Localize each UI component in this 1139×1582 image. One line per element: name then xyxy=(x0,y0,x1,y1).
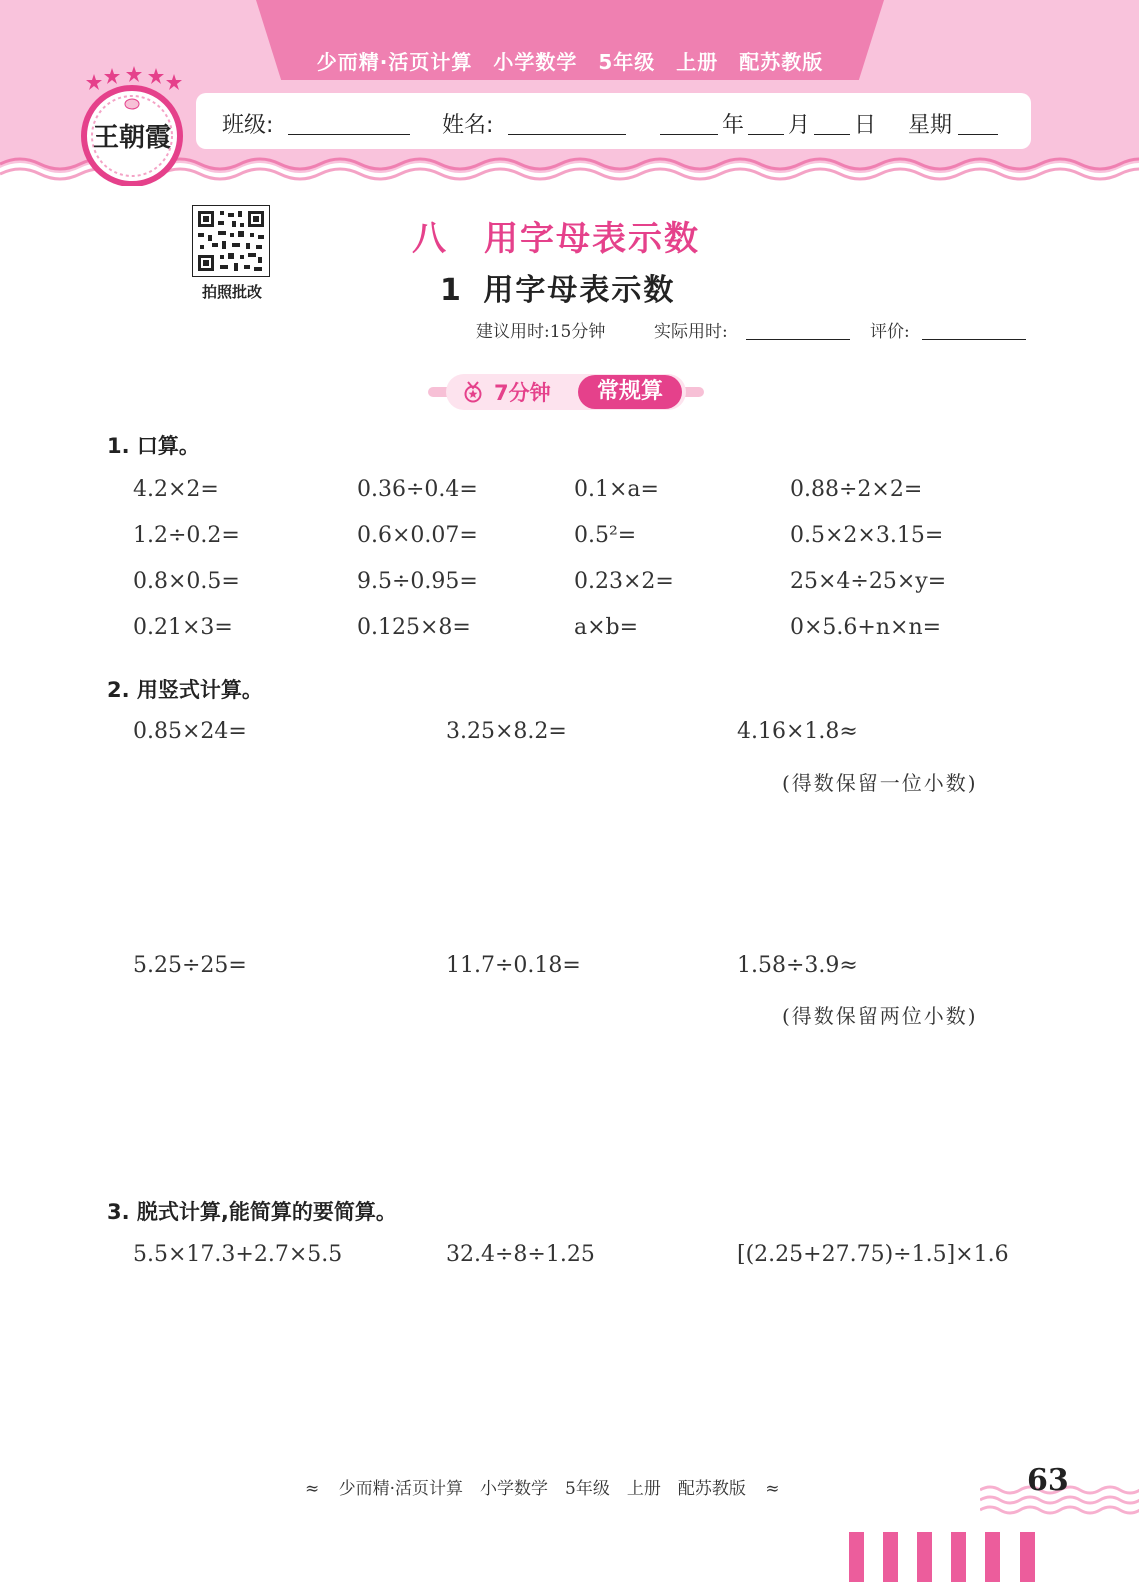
year-field[interactable] xyxy=(660,134,718,135)
oral-item: 0.5²= xyxy=(574,523,637,548)
footer-bar xyxy=(849,1532,864,1582)
vertical-item: 0.85×24= xyxy=(133,719,247,744)
oral-item: 0.8×0.5= xyxy=(133,569,240,594)
weekday-label: 星期 xyxy=(908,113,953,138)
actual-time-field[interactable] xyxy=(746,339,850,340)
rounding-note: (得数保留一位小数) xyxy=(782,771,978,795)
name-label: 姓名: xyxy=(442,113,494,138)
oral-item: 0.36÷0.4= xyxy=(357,477,478,502)
page-number: 63 xyxy=(1027,1463,1069,1498)
qr-label: 拍照批改 xyxy=(201,283,262,301)
step-item: 5.5×17.3+2.7×5.5 xyxy=(133,1242,343,1267)
class-label: 班级: xyxy=(222,113,274,138)
oral-item: 0.21×3= xyxy=(133,615,233,640)
oral-item: 9.5÷0.95= xyxy=(357,569,478,594)
name-field[interactable] xyxy=(508,134,626,135)
section2-heading: 2. 用竖式计算。 xyxy=(107,678,263,702)
vertical-item: 5.25÷25= xyxy=(133,953,247,978)
oral-item: 0.88÷2×2= xyxy=(790,477,923,502)
vertical-item: 3.25×8.2= xyxy=(446,719,567,744)
evaluation-field[interactable] xyxy=(922,339,1026,340)
suggested-time: 建议用时:15分钟 xyxy=(476,322,606,342)
oral-item: 0×5.6+n×n= xyxy=(790,615,942,640)
section3-heading: 3. 脱式计算,能简算的要简算。 xyxy=(107,1200,397,1224)
oral-item: 0.125×8= xyxy=(357,615,471,640)
step-item: 32.4÷8÷1.25 xyxy=(446,1242,595,1267)
logo-text: 王朝霞 xyxy=(92,123,172,153)
oral-item: 0.6×0.07= xyxy=(357,523,478,548)
oral-item: 0.1×a= xyxy=(574,477,659,502)
lesson-title: 1 用字母表示数 xyxy=(440,273,676,308)
oral-item: 4.2×2= xyxy=(133,477,219,502)
footer-bar xyxy=(951,1532,966,1582)
oral-item: 0.23×2= xyxy=(574,569,674,594)
chapter-title: 八 用字母表示数 xyxy=(412,219,700,259)
footer-bar xyxy=(883,1532,898,1582)
footer-bar xyxy=(917,1532,932,1582)
oral-item: 1.2÷0.2= xyxy=(133,523,240,548)
weekday-field[interactable] xyxy=(958,134,998,135)
month-field[interactable] xyxy=(748,134,784,135)
badge-time: 7分钟 xyxy=(494,381,551,405)
badge-tag: 常规算 xyxy=(578,375,682,409)
vertical-item: 1.58÷3.9≈ xyxy=(737,953,858,978)
brand-logo xyxy=(78,66,186,186)
oral-item: 0.5×2×3.15= xyxy=(790,523,944,548)
footer-bar xyxy=(985,1532,1000,1582)
day-field[interactable] xyxy=(814,134,850,135)
day-label: 日 xyxy=(854,113,877,138)
actual-time-label: 实际用时: xyxy=(654,322,728,342)
evaluation-label: 评价: xyxy=(870,322,910,342)
class-field[interactable] xyxy=(288,134,410,135)
student-info-box xyxy=(196,93,1031,149)
qr-code[interactable] xyxy=(192,205,270,277)
rounding-note: (得数保留两位小数) xyxy=(782,1004,978,1028)
vertical-item: 11.7÷0.18= xyxy=(446,953,581,978)
step-item: [(2.25+27.75)÷1.5]×1.6 xyxy=(737,1242,1009,1267)
section1-heading: 1. 口算。 xyxy=(107,434,200,458)
month-label: 月 xyxy=(788,113,811,138)
oral-item: a×b= xyxy=(574,615,639,640)
footer-text: ≈ 少而精·活页计算 小学数学 5年级 上册 配苏教版 ≈ xyxy=(305,1479,780,1499)
oral-item: 25×4÷25×y= xyxy=(790,569,947,594)
series-title: 少而精·活页计算 小学数学 5年级 上册 配苏教版 xyxy=(316,50,824,74)
vertical-item: 4.16×1.8≈ xyxy=(737,719,858,744)
medal-icon xyxy=(462,381,484,403)
footer-bar xyxy=(1020,1532,1035,1582)
year-label: 年 xyxy=(722,113,745,138)
